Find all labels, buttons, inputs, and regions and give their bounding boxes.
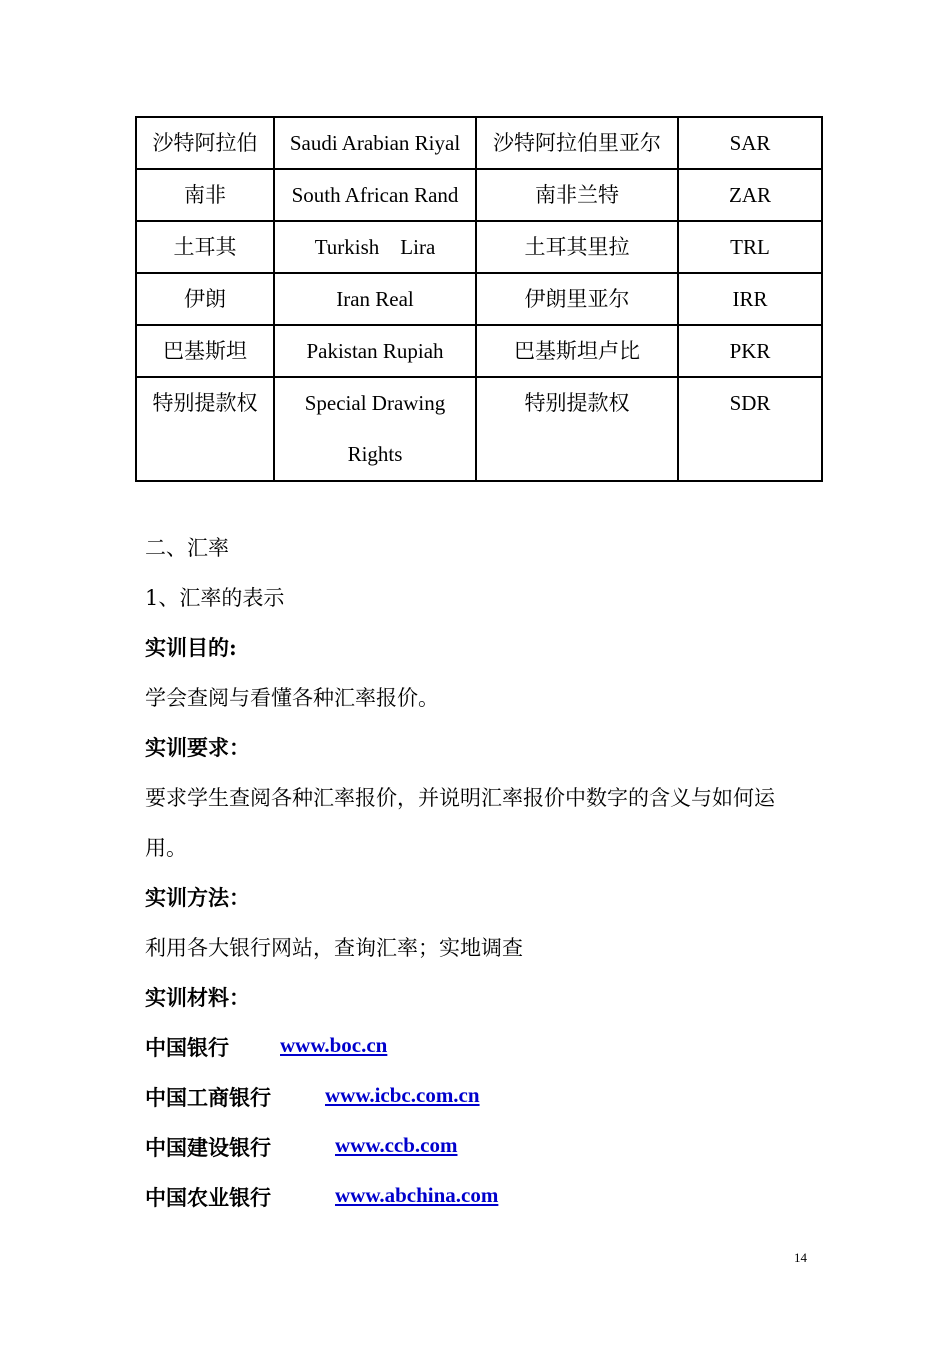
table-row bbox=[136, 221, 822, 273]
method-text: 利用各大银行网站，查询汇率；实地调查 bbox=[145, 936, 523, 960]
chinese-name-cell: 土耳其里拉 bbox=[476, 221, 678, 273]
bank-link-icbc[interactable]: www.icbc.com.cn bbox=[325, 1083, 480, 1107]
table-row bbox=[136, 273, 822, 325]
bank-name-abc: 中国农业银行 bbox=[145, 1185, 271, 1210]
subsection-heading: 1、汇率的表示 bbox=[145, 586, 285, 610]
table-row bbox=[136, 169, 822, 221]
english-name-cell: Iran Real bbox=[274, 273, 476, 325]
requirement-text: 要求学生查阅各种汇率报价，并说明汇率报价中数字的含义与如何运 bbox=[145, 786, 775, 810]
chinese-name-cell: 伊朗里亚尔 bbox=[476, 273, 678, 325]
purpose-label: 实训目的: bbox=[145, 635, 237, 660]
chinese-name-cell: 巴基斯坦卢比 bbox=[476, 325, 678, 377]
section-heading: 二、汇率 bbox=[145, 536, 229, 560]
method-label: 实训方法： bbox=[145, 885, 250, 910]
requirement-label: 实训要求： bbox=[145, 735, 250, 760]
currency-code-cell: TRL bbox=[678, 221, 822, 273]
bank-link-abc[interactable]: www.abchina.com bbox=[335, 1183, 499, 1207]
bank-link-boc[interactable]: www.boc.cn bbox=[280, 1033, 388, 1057]
english-name-cell: Pakistan Rupiah bbox=[274, 325, 476, 377]
currency-code-cell: ZAR bbox=[678, 169, 822, 221]
currency-code-cell: PKR bbox=[678, 325, 822, 377]
bank-link-ccb[interactable]: www.ccb.com bbox=[335, 1133, 458, 1157]
country-cell: 沙特阿拉伯 bbox=[136, 117, 274, 169]
country-cell: 土耳其 bbox=[136, 221, 274, 273]
purpose-text: 学会查阅与看懂各种汇率报价。 bbox=[145, 686, 439, 710]
currency-code-cell: SAR bbox=[678, 117, 822, 169]
english-name-cell: South African Rand bbox=[274, 169, 476, 221]
country-cell: 特别提款权 bbox=[136, 377, 274, 481]
bank-name-boc: 中国银行 bbox=[145, 1035, 229, 1060]
country-cell: 伊朗 bbox=[136, 273, 274, 325]
chinese-name-cell: 沙特阿拉伯里亚尔 bbox=[476, 117, 678, 169]
english-name-cell: Saudi Arabian Riyal bbox=[274, 117, 476, 169]
requirement-text-continued: 用。 bbox=[145, 836, 187, 860]
page-number: 14 bbox=[794, 1250, 807, 1265]
country-cell: 巴基斯坦 bbox=[136, 325, 274, 377]
bank-name-ccb: 中国建设银行 bbox=[145, 1135, 271, 1160]
english-name-cell: Special Drawing Rights bbox=[274, 377, 476, 481]
country-cell: 南非 bbox=[136, 169, 274, 221]
table-row bbox=[136, 117, 822, 169]
english-name-cell: Turkish Lira bbox=[274, 221, 476, 273]
table-row bbox=[136, 377, 822, 481]
chinese-name-cell: 特别提款权 bbox=[476, 377, 678, 481]
chinese-name-cell: 南非兰特 bbox=[476, 169, 678, 221]
currency-table bbox=[135, 116, 823, 482]
bank-name-icbc: 中国工商银行 bbox=[145, 1085, 271, 1110]
table-row bbox=[136, 325, 822, 377]
currency-code-cell: IRR bbox=[678, 273, 822, 325]
materials-label: 实训材料： bbox=[145, 985, 250, 1010]
currency-code-cell: SDR bbox=[678, 377, 822, 481]
